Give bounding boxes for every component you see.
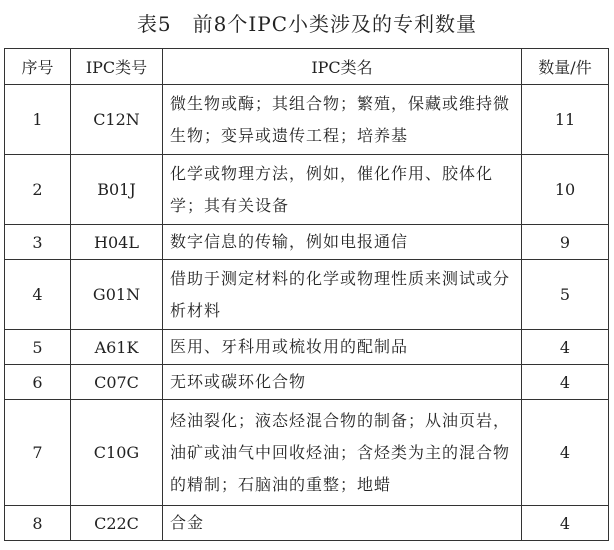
row-count: 10	[522, 155, 609, 225]
header-count: 数量/件	[522, 49, 609, 85]
row-ipc-name: 无环或碳环化合物	[163, 365, 522, 400]
row-count: 4	[522, 506, 609, 541]
row-ipc-code: C10G	[71, 400, 163, 506]
row-no: 7	[5, 400, 71, 506]
row-ipc-name: 微生物或酶；其组合物；繁殖，保藏或维持微生物；变异或遗传工程；培养基	[163, 85, 522, 155]
table-row	[5, 400, 609, 506]
row-ipc-code: A61K	[71, 330, 163, 365]
row-ipc-name: 数字信息的传输，例如电报通信	[163, 225, 522, 260]
table-row	[5, 506, 609, 541]
row-ipc-code: C07C	[71, 365, 163, 400]
row-ipc-code: H04L	[71, 225, 163, 260]
row-count: 4	[522, 400, 609, 506]
table-row	[5, 225, 609, 260]
row-no: 3	[5, 225, 71, 260]
table-row	[5, 155, 609, 225]
row-no: 6	[5, 365, 71, 400]
header-ipc-code: IPC类号	[71, 49, 163, 85]
table-row	[5, 330, 609, 365]
ipc-table	[4, 48, 609, 541]
row-ipc-code: B01J	[71, 155, 163, 225]
row-ipc-name: 医用、牙科用或梳妆用的配制品	[163, 330, 522, 365]
row-ipc-name: 化学或物理方法，例如，催化作用、胶体化学；其有关设备	[163, 155, 522, 225]
row-no: 5	[5, 330, 71, 365]
table-row	[5, 260, 609, 330]
table-caption: 表5 前8个IPC小类涉及的专利数量	[136, 12, 478, 36]
table-row	[5, 365, 609, 400]
row-count: 11	[522, 85, 609, 155]
row-ipc-code: G01N	[71, 260, 163, 330]
row-ipc-name: 烃油裂化；液态烃混合物的制备；从油页岩，油矿或油气中回收烃油；含烃类为主的混合物的精制；石脑油的重整；地蜡	[163, 400, 522, 506]
row-no: 1	[5, 85, 71, 155]
row-ipc-name: 借助于测定材料的化学或物理性质来测试或分析材料	[163, 260, 522, 330]
row-ipc-name: 合金	[163, 506, 522, 541]
row-count: 4	[522, 365, 609, 400]
header-ipc-name: IPC类名	[163, 49, 522, 85]
row-count: 5	[522, 260, 609, 330]
row-count: 4	[522, 330, 609, 365]
row-count: 9	[522, 225, 609, 260]
row-ipc-code: C22C	[71, 506, 163, 541]
table-row	[5, 85, 609, 155]
header-row	[5, 49, 609, 85]
row-no: 8	[5, 506, 71, 541]
header-no: 序号	[5, 49, 71, 85]
row-no: 4	[5, 260, 71, 330]
row-no: 2	[5, 155, 71, 225]
row-ipc-code: C12N	[71, 85, 163, 155]
